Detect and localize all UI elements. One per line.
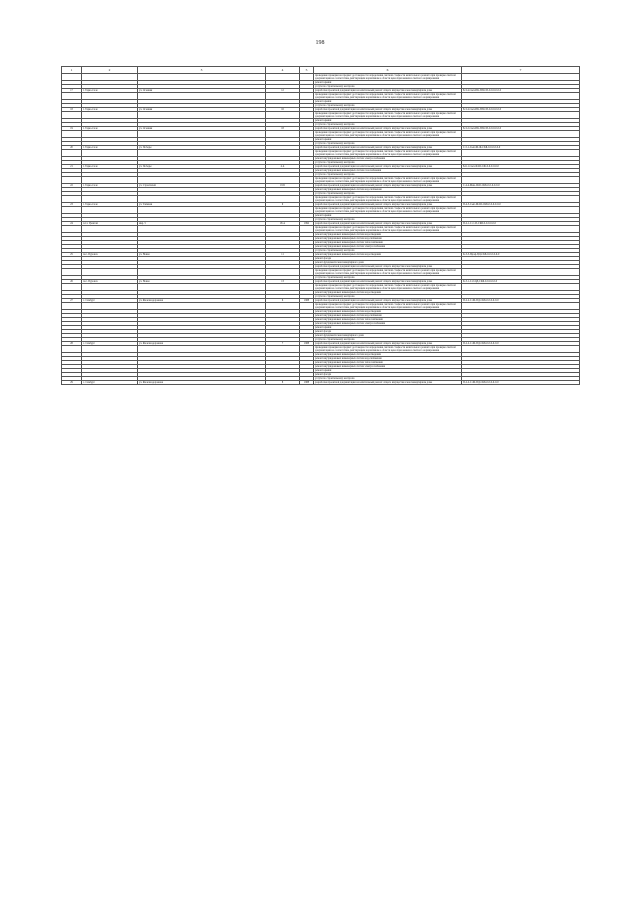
header-row [62,67,580,74]
row-number-cell [62,346,82,353]
house-number-cell [266,196,300,203]
header-cell: 2 [82,67,138,74]
page-number: 198 [315,40,325,46]
build-year-cell [300,284,314,291]
house-number-cell [266,93,300,100]
street-cell: ул. Осенняя [138,89,266,93]
row-number-cell [62,226,82,233]
house-number-cell: 6 [266,299,300,303]
work-type-cell: ремонт внутридомовых инженерных систем газоснабжения [314,169,462,173]
object-code-cell [462,284,580,291]
street-cell: ул. Победы [138,165,266,169]
work-type-cell: разработка проектной документации на капитальный ремонт общего имущества в многоквартирном доме [314,184,462,188]
work-type-cell: ремонт крыши [314,214,462,218]
work-type-cell: ремонт фундамента многоквартирного дома [314,261,462,265]
build-year-cell [300,93,314,100]
work-type-cell: услуги по строительному контролю [314,192,462,196]
build-year-cell [300,346,314,353]
row-number-cell [62,196,82,203]
work-type-cell: разработка проектной документации на капитальный ремонт общего имущества в многоквартирном доме [314,203,462,207]
house-number-cell [266,74,300,81]
work-type-cell: проведение проверки на предмет достоверности определения сметной стоимости капитального ремонта при проверке сметной документации на соответствие действующим нормативам в области ценообразования и сметного нормирования [314,177,462,184]
work-type-cell: ремонт внутридомовых инженерных систем водоснабжения [314,188,462,192]
build-year-cell [300,177,314,184]
settlement-cell [82,226,138,233]
house-number-cell [266,269,300,276]
object-code-cell: К-3-1-С-0-ЦД-СКБ-0-0-0-0-0-0 [462,280,580,284]
build-year-cell [300,207,314,214]
house-number-cell: 12 [266,89,300,93]
object-code-cell: П-2-1-С-С-П-СКБ-0-0-0-0-0-0 [462,222,580,226]
work-type-cell: ремонт внутридомовых инженерных систем водоснабжения [314,314,462,318]
house-number-cell: 16 [266,108,300,112]
object-code-cell [462,74,580,81]
street-cell [138,207,266,214]
work-type-cell: разработка проектной документации на капитальный ремонт общего имущества в многоквартирном доме [314,381,462,385]
build-year-cell [300,269,314,276]
settlement-cell: пос. Пуровск [82,280,138,284]
house-number-cell [266,207,300,214]
street-cell [138,112,266,119]
street-cell [138,93,266,100]
row-number-cell: 23 [62,203,82,207]
work-type-cell: ремонт внутридомовых инженерных систем электроснабжения [314,157,462,161]
settlement-cell: г. Тарко-Сале [82,108,138,112]
work-type-cell: услуги по строительному контролю [314,85,462,89]
build-year-cell: 1988 [300,299,314,303]
house-number-cell: 8 [266,381,300,385]
settlement-cell: г. Тарко-Сале [82,89,138,93]
object-code-cell: Б-6-1-Сып-Ф-Ш-СЖ-0-0-0-0-0-0 [462,165,580,169]
street-cell: ул. Осенняя [138,127,266,131]
work-type-cell: ремонт внутридомовых инженерных систем водоснабжения [314,357,462,361]
house-number-cell: 4 А [266,165,300,169]
object-code-cell: П-2-2-С-Ш-ПД-СКБ-0-0-0-0-0-0 [462,342,580,346]
street-cell [138,284,266,291]
street-cell: мкр. 5 [138,222,266,226]
row-number-cell: 26 [62,280,82,284]
settlement-cell [82,177,138,184]
work-type-cell: услуги по строительному контролю [314,377,462,381]
house-number-cell: 9 [266,203,300,207]
settlement-cell: г. Тарко-Сале [82,146,138,150]
work-type-cell: ремонт внутридомовых инженерных систем теплоснабжения [314,241,462,245]
house-number-cell [266,177,300,184]
work-type-cell: ремонт внутридомовых инженерных систем водоотведения [314,253,462,257]
house-number-cell [266,131,300,138]
settlement-cell: г. Тарко-Сале [82,127,138,131]
work-type-cell: услуги по строительному контролю [314,338,462,342]
work-type-cell: ремонт фасада [314,257,462,261]
work-type-cell: услуги по строительному контролю [314,173,462,177]
build-year-cell [300,226,314,233]
work-type-cell: разработка проектной документации на капитальный ремонт общего имущества в многоквартирном доме [314,165,462,169]
work-type-cell: разработка проектной документации на капитальный ремонт общего имущества в многоквартирном доме [314,342,462,346]
work-type-cell: ремонт крыши [314,100,462,104]
street-cell: ул. Новая [138,280,266,284]
work-type-cell: проведение проверки на предмет достоверности определения сметной стоимости капитального ремонта при проверке сметной документации на соответствие действующим нормативам в области ценообразования и сметного нормирования [314,269,462,276]
street-cell: ул. Победы [138,146,266,150]
object-code-cell: Б-3-4-Сып-ПК-ПП-СП-0-0-0-0-0-0 [462,89,580,93]
object-code-cell [462,226,580,233]
settlement-cell [82,269,138,276]
work-type-cell: ремонт внутридомовых инженерных систем электроснабжения [314,322,462,326]
work-type-cell: ремонт внутридомовых инженерных систем электроснабжения [314,245,462,249]
build-year-cell [300,131,314,138]
row-number-cell: 17 [62,89,82,93]
work-type-cell: ремонт внутридомовых инженерных систем водоотведения [314,353,462,357]
table-row [62,177,580,184]
work-type-cell: ремонт крыши [314,119,462,123]
work-type-cell: проведение проверки на предмет достоверности определения сметной стоимости капитального ремонта при проверке сметной документации на соответствие действующим нормативам в области ценообразования и сметного нормирования [314,226,462,233]
settlement-cell: г. Тарко-Сале [82,165,138,169]
table-row [62,284,580,291]
street-cell [138,269,266,276]
row-number-cell: 20 [62,146,82,150]
object-code-cell [462,93,580,100]
work-type-cell: ремонт крыши [314,369,462,373]
work-type-cell: ремонт внутридомовых инженерных систем теплоснабжения [314,318,462,322]
street-cell [138,196,266,203]
house-number-cell: 18 [266,127,300,131]
row-number-cell: 29 [62,381,82,385]
work-type-cell: разработка проектной документации на капитальный ремонт общего имущества в многоквартирном доме [314,127,462,131]
work-type-cell: разработка проектной документации на капитальный ремонт общего имущества в многоквартирном доме [314,89,462,93]
row-number-cell: 25 [62,253,82,257]
settlement-cell: г. Тарко-Сале [82,184,138,188]
object-code-cell: К-3-3-Проф-ПД-СКБ-0-0-0-0-0-0 [462,253,580,257]
settlement-cell [82,346,138,353]
object-code-cell [462,150,580,157]
house-number-cell: 11 [266,253,300,257]
work-type-cell: проведение проверки на предмет достоверности определения сметной стоимости капитального ремонта при проверке сметной документации на соответствие действующим нормативам в области ценообразования и сметного нормирования [314,303,462,310]
object-code-cell: Б-3-2-Сып-ПК-ПП-СП-0-0-0-0-0-0 [462,127,580,131]
work-type-cell: разработка проектной документации на капитальный ремонт общего имущества в многоквартирном доме [314,146,462,150]
row-number-cell: 27 [62,299,82,303]
build-year-cell [300,196,314,203]
work-type-cell: услуги по строительному контролю [314,249,462,253]
settlement-cell: с. Самбург [82,299,138,303]
header-cell: 4 [266,67,300,74]
row-number-cell: 24 [62,222,82,226]
table-row [62,207,580,214]
object-code-cell [462,177,580,184]
street-cell [138,226,266,233]
house-number-cell [266,303,300,310]
work-type-cell: ремонт фундамента многоквартирного дома [314,334,462,338]
table-row [62,381,580,385]
table-row [62,226,580,233]
row-number-cell [62,177,82,184]
work-type-cell: ремонт крыши [314,81,462,85]
settlement-cell [82,284,138,291]
house-number-cell: 19 Б [266,184,300,188]
work-type-cell: проведение проверки на предмет достоверности определения сметной стоимости капитального ремонта при проверке сметной документации на соответствие действующим нормативам в области ценообразования и сметного нормирования [314,346,462,353]
work-type-cell: услуги по строительному контролю [314,295,462,299]
row-number-cell: 22 [62,184,82,188]
table-row [62,269,580,276]
work-type-cell: услуги по строительному контролю [314,142,462,146]
row-number-cell: 18 [62,108,82,112]
row-number-cell [62,131,82,138]
row-number-cell [62,269,82,276]
row-number-cell [62,112,82,119]
object-code-cell [462,269,580,276]
work-type-cell: ремонт крыши [314,138,462,142]
work-type-cell: ремонт крыши [314,326,462,330]
street-cell: ул. Осенняя [138,108,266,112]
build-year-cell: 1988 [300,381,314,385]
table-row [62,150,580,157]
work-type-cell: услуги по строительному контролю [314,123,462,127]
house-number-cell [266,226,300,233]
house-number-cell [266,284,300,291]
table-row [62,346,580,353]
work-type-cell: разработка проектной документации на капитальный ремонт общего имущества в многоквартирном доме [314,265,462,269]
object-code-cell [462,112,580,119]
house-number-cell: 1Б А [266,222,300,226]
settlement-cell [82,112,138,119]
table-row [62,303,580,310]
work-type-cell: ремонт внутридомовых инженерных систем водоотведения [314,233,462,237]
work-type-cell: проведение проверки на предмет достоверности определения сметной стоимости капитального ремонта при проверке сметной документации на соответствие действующим нормативам в области ценообразования и сметного нормирования [314,207,462,214]
build-year-cell: 1992 [300,222,314,226]
house-number-cell [266,150,300,157]
object-code-cell [462,303,580,310]
row-number-cell: 28 [62,342,82,346]
street-cell: ул. Железнодорожная [138,299,266,303]
work-type-cell: услуги по строительному контролю [314,276,462,280]
object-code-cell: П-2-2-С-Ш-ПД-СКБ-0-0-0-0-0-0 [462,299,580,303]
work-type-cell: проведение проверки на предмет достоверности определения сметной стоимости капитального ремонта при проверке сметной документации на соответствие действующим нормативам в области ценообразования и сметного нормирования [314,131,462,138]
work-type-cell: проведение проверки на предмет достоверности определения сметной стоимости капитального ремонта при проверке сметной документации на соответствие действующим нормативам в области ценообразования и сметного нормирования [314,150,462,157]
street-cell [138,346,266,353]
object-code-cell [462,346,580,353]
work-type-cell: ремонт фасада [314,373,462,377]
row-number-cell [62,150,82,157]
street-cell: ул. Железнодорожная [138,381,266,385]
settlement-cell [82,150,138,157]
row-number-cell [62,284,82,291]
settlement-cell: с. Самбург [82,381,138,385]
house-number-cell [266,346,300,353]
work-type-cell: ремонт внутридомовых инженерных систем водоотведения [314,310,462,314]
table-row [62,93,580,100]
street-cell: ул. Новая [138,253,266,257]
repair-registry-table [61,66,580,385]
street-cell: ул. Строителей [138,184,266,188]
row-number-cell: 19 [62,127,82,131]
work-type-cell: ремонт внутридомовых инженерных систем водоснабжения [314,237,462,241]
house-number-cell: 7 [266,342,300,346]
settlement-cell [82,131,138,138]
table-row [62,131,580,138]
table-row [62,74,580,81]
settlement-cell [82,74,138,81]
work-type-cell: проведение проверки на предмет достоверности определения сметной стоимости капитального ремонта при проверке сметной документации на соответствие действующим нормативам в области ценообразования и сметного нормирования [314,196,462,203]
work-type-cell: ремонт внутридомовых инженерных систем теплоснабжения [314,361,462,365]
table-row [62,196,580,203]
row-number-cell [62,74,82,81]
row-number-cell [62,93,82,100]
object-code-cell [462,207,580,214]
work-type-cell: проведение проверки на предмет достоверности определения сметной стоимости капитального ремонта при проверке сметной документации на соответствие действующим нормативам в области ценообразования и сметного нормирования [314,93,462,100]
build-year-cell [300,74,314,81]
work-type-cell: услуги по строительному контролю [314,161,462,165]
header-cell: 5 [300,67,314,74]
build-year-cell [300,112,314,119]
work-type-cell: проведение проверки на предмет достоверности определения сметной стоимости капитального ремонта при проверке сметной документации на соответствие действующим нормативам в области ценообразования и сметного нормирования [314,112,462,119]
house-number-cell [266,112,300,119]
work-type-cell: услуги по строительному контролю [314,218,462,222]
row-number-cell [62,207,82,214]
settlement-cell: г. Тарко-Сале [82,203,138,207]
settlement-cell: с. Самбург [82,342,138,346]
header-cell: 7 [462,67,580,74]
work-type-cell: ремонт фасада [314,330,462,334]
row-number-cell: 21 [62,165,82,169]
object-code-cell: Б-3-4-Сып-ПК-ПП-СП-0-0-0-0-0-0 [462,108,580,112]
settlement-cell [82,196,138,203]
work-type-cell: разработка проектной документации на капитальный ремонт общего имущества в многоквартирном доме [314,108,462,112]
header-cell: 6 [314,67,462,74]
house-number-cell: 13 [266,280,300,284]
street-cell [138,150,266,157]
settlement-cell: пос. Пуровск [82,253,138,257]
build-year-cell [300,303,314,310]
street-cell [138,303,266,310]
work-type-cell: ремонт внутридомовых инженерных систем водоотведения [314,291,462,295]
work-type-cell: проведение проверки на предмет достоверности определения сметной стоимости капитального ремонта при проверке сметной документации на соответствие действующим нормативам в области ценообразования и сметного нормирования [314,74,462,81]
object-code-cell: П-4-3-Сып-Ш-Ш-СКБ-0-0-0-0-0-0 [462,203,580,207]
settlement-cell [82,303,138,310]
object-code-cell: С-4-4-Мин-Ш-Б-СКБ-0-0-0-0-0-0 [462,184,580,188]
settlement-cell: п.г.т. Уренгой [82,222,138,226]
header-cell: 1 [62,67,82,74]
table-row [62,112,580,119]
street-cell [138,74,266,81]
build-year-cell: 1988 [300,342,314,346]
street-cell [138,177,266,184]
street-cell: ул. Железнодорожная [138,342,266,346]
street-cell [138,131,266,138]
header-cell: 3 [138,67,266,74]
street-cell: ул. Таёжная [138,203,266,207]
object-code-cell: П-2-2-С-Ш-ПД-СКБ-0-0-0-0-0-0 [462,381,580,385]
object-code-cell [462,131,580,138]
work-type-cell: ремонт внутридомовых инженерных систем электроснабжения [314,365,462,369]
work-type-cell: разработка проектной документации на капитальный ремонт общего имущества в многоквартирном доме [314,280,462,284]
build-year-cell [300,150,314,157]
settlement-cell [82,207,138,214]
work-type-cell: разработка проектной документации на капитальный ремонт общего имущества в многоквартирном доме [314,222,462,226]
settlement-cell [82,93,138,100]
work-type-cell: услуги по строительному контролю [314,104,462,108]
work-type-cell: разработка проектной документации на капитальный ремонт общего имущества в многоквартирном доме [314,299,462,303]
object-code-cell: С-5-1-Сып-Ш-Ж-СКБ-0-0-0-0-0-0 [462,146,580,150]
row-number-cell [62,303,82,310]
object-code-cell [462,196,580,203]
work-type-cell: проведение проверки на предмет достоверности определения сметной стоимости капитального ремонта при проверке сметной документации на соответствие действующим нормативам в области ценообразования и сметного нормирования [314,284,462,291]
